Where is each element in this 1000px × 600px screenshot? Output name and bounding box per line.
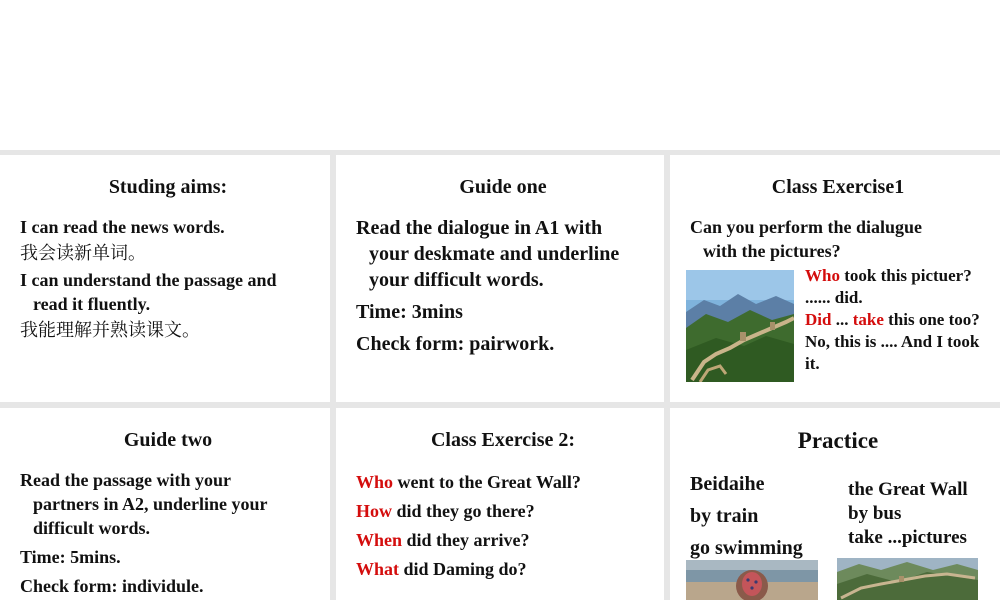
panel-studying-aims [0,155,330,402]
panel-title: Class Exercise 2: [430,429,576,451]
question-line: What did Daming do? [356,559,527,579]
practice-item: by train [690,505,759,527]
great-wall-photo [837,558,978,600]
panel-title: Class Exercise1 [771,176,905,198]
panel-title: Studing aims: [108,176,228,198]
guide-time: Time: 5mins. [20,547,121,567]
question-word: When [356,530,403,550]
dialogue-line: No, this is .... And I took [805,332,980,351]
practice-column-right [848,478,968,550]
panel-title: Guide one [459,176,547,198]
great-wall-photo [686,270,794,382]
panel-guide-two [0,408,330,600]
dialogue-line: ...... did. [805,288,863,307]
question-word: What [356,559,400,579]
aim-line: I can understand the passage and [20,270,277,290]
panel-practice [670,408,1000,600]
panel-class-exercise-1 [670,155,1000,402]
panel-title: Guide two [123,429,213,451]
guide-line: partners in A2, underline your [33,494,268,514]
guide-line: Read the passage with your [20,470,232,490]
practice-column-left [690,468,803,564]
aim-line-chinese: 我能理解并熟读课文。 [20,320,200,341]
slide-header-area [0,0,1000,150]
guide-time: Time: 3mins [356,301,463,323]
dialogue-line: Who took this pictuer? [805,266,972,285]
highlight-word: Who [805,266,840,285]
highlight-word: Did [805,310,832,329]
panel-title: Practice [797,428,879,453]
panel-guide-one [336,155,664,402]
highlight-word: take [852,310,884,329]
guide-check-form: Check form: individule. [20,576,204,596]
exercise-prompt: with the pictures? [703,241,841,261]
aim-line: read it fluently. [33,294,151,314]
guide-line: difficult words. [33,518,150,538]
practice-item: Beidaihe [690,473,765,495]
practice-item: take ...pictures [848,527,967,548]
question-line: When did they arrive? [356,530,530,550]
guide-line: Read the dialogue in A1 with [356,217,603,239]
practice-item: by bus [848,503,902,524]
question-word: Who [356,472,394,492]
dialogue-line: Did ... take this one too? [805,310,980,329]
aim-line-chinese: 我会读新单词。 [20,243,146,264]
guide-line: your deskmate and underline [369,243,620,265]
aim-line: I can read the news words. [20,217,225,237]
dialogue-line: it. [805,354,820,373]
practice-item: go swimming [690,537,803,559]
question-line: Who went to the Great Wall? [356,472,581,492]
panel-class-exercise-2 [336,408,664,600]
practice-item: the Great Wall [848,479,968,500]
guide-line: your difficult words. [369,269,544,291]
guide-check-form: Check form: pairwork. [356,333,555,355]
question-line: How did they go there? [356,501,535,521]
dialogue-example [805,265,1000,375]
beach-photo [686,560,818,600]
question-word: How [356,501,392,521]
exercise-prompt: Can you perform the dialugue [690,217,923,237]
